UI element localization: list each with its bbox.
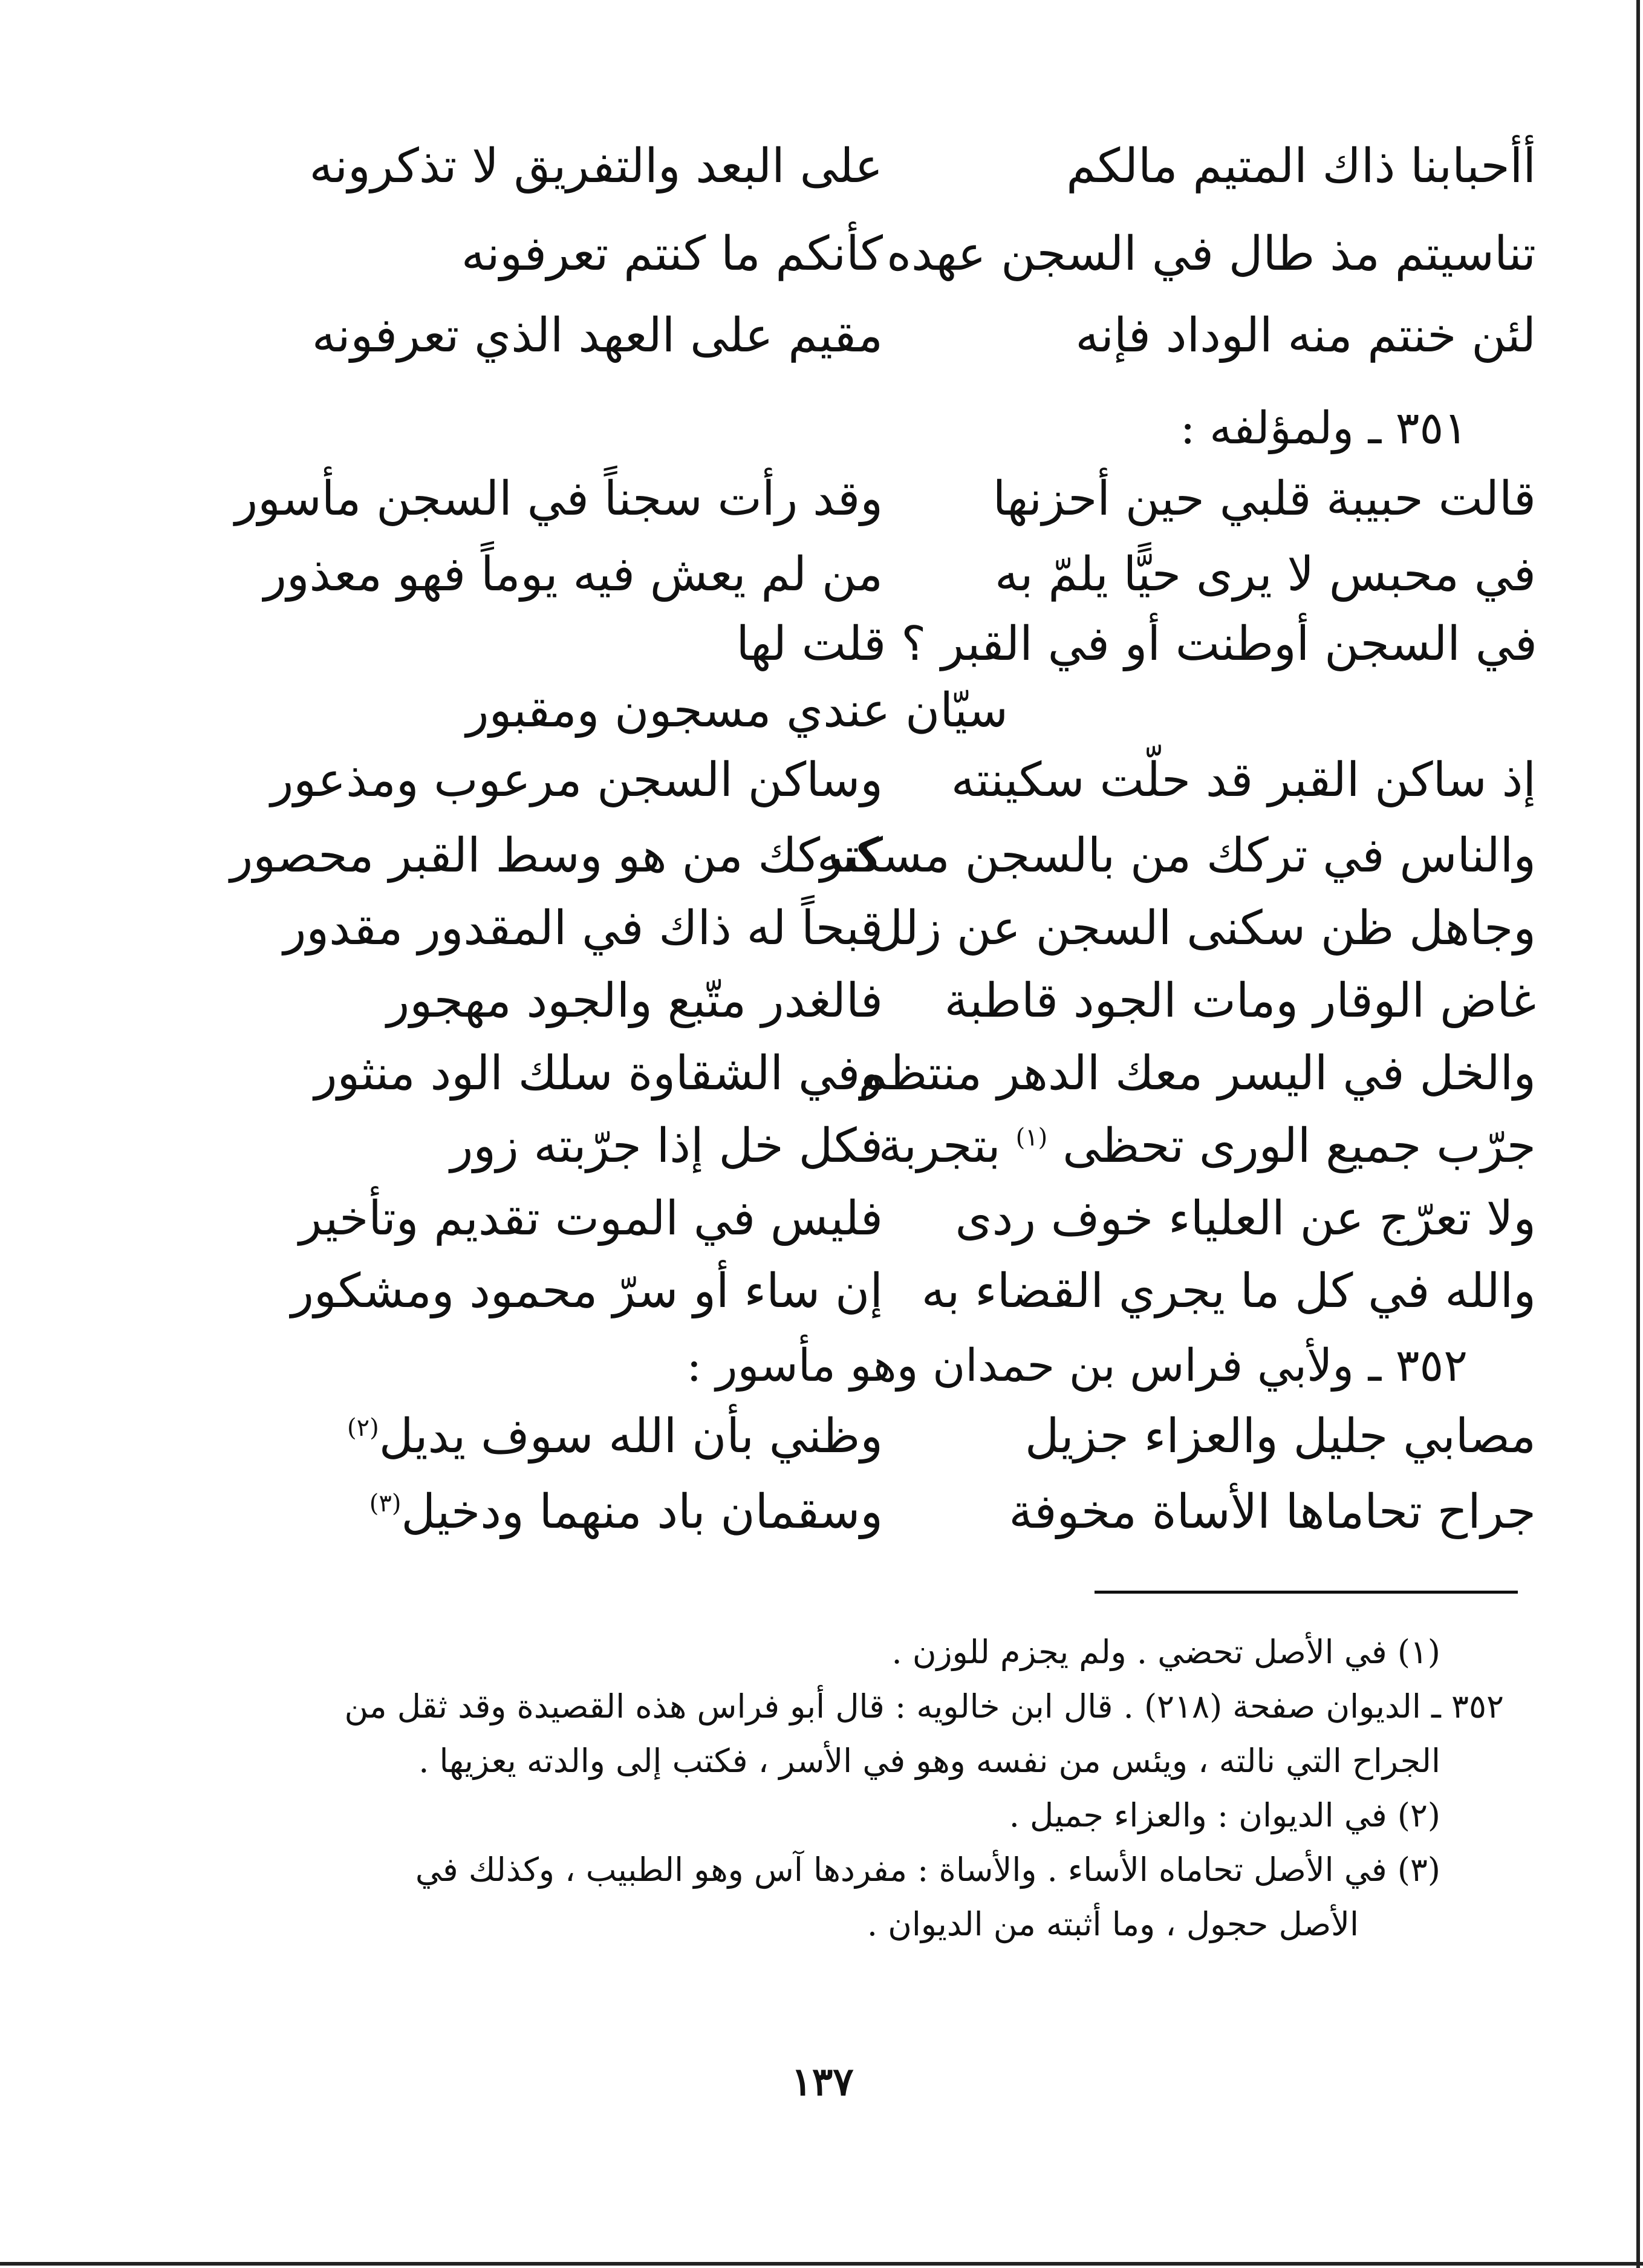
section-heading: ٣٥٢ ـ ولأبي فراس بن حمدان وهو مأسور : [686, 1340, 1468, 1392]
verse-second-hemistich: وساكن السجن مرعوب ومذعور [270, 753, 883, 807]
verse-line [266, 753, 1536, 807]
verse-first-hemistich [878, 1119, 1536, 1173]
section-heading: ٣٥١ ـ ولمؤلفه : [1180, 402, 1468, 454]
verse-text: وظني بأن الله سوف يديل [379, 1409, 883, 1464]
footnote: الأصل حجول ، وما أثبته من الديوان . [867, 1905, 1359, 1943]
verse-line [230, 829, 1536, 883]
scan-border-right [1636, 0, 1640, 2268]
verse-line [266, 1264, 1536, 1318]
verse-line [266, 1409, 1536, 1464]
verse-first-hemistich: إذ ساكن القبر قد حلّت سكينته [951, 753, 1536, 807]
verse-text: بتجربة [878, 1119, 1001, 1173]
verse-second-hemistich: وقد رأت سجناً في السجن مأسور [235, 472, 883, 526]
verse-second-hemistich: كتركك من هو وسط القبر محصور [230, 829, 883, 883]
verse-first-hemistich: وجاهل ظن سكنى السجن عن زلل [868, 901, 1536, 956]
scan-border-bottom [0, 2262, 1643, 2266]
footnote: الجراح التي نالته ، ويئس من نفسه وهو في الأسر ، فكتب إلى والدته يعزيها . [418, 1742, 1440, 1780]
footnote-separator [1095, 1591, 1518, 1594]
verse-second-hemistich: مقيم على العهد الذي تعرفونه [311, 308, 883, 363]
verse-line [266, 1485, 1536, 1539]
verse-first-hemistich: مصابي جليل والعزاء جزيل [1024, 1409, 1536, 1464]
verse-line [266, 139, 1536, 194]
verse-line [266, 1191, 1536, 1246]
verse-line [266, 974, 1536, 1028]
verse-second-hemistich: فكل خل إذا جرّبته زور [450, 1119, 883, 1173]
verse-first-hemistich: جراح تحاماها الأساة مخوفة [1009, 1485, 1536, 1539]
verse-first-hemistich: غاض الوقار ومات الجود قاطبة [944, 974, 1536, 1028]
verse-first-hemistich: والله في كل ما يجري القضاء به [921, 1264, 1536, 1318]
verse-line [235, 472, 1536, 526]
footnote-marker: (١) [1015, 1124, 1048, 1152]
verse-second-hemistich: فليس في الموت تقديم وتأخير [299, 1191, 883, 1246]
verse-text: جرّب جميع الورى تحظى [1062, 1119, 1536, 1173]
verse-second-hemistich: فالغدر متّبع والجود مهجور [386, 974, 883, 1028]
verse-line [266, 227, 1536, 281]
footnote: (٢) في الديوان : والعزاء جميل . [1009, 1796, 1440, 1834]
verse-single-line: سيّان عندي مسجون ومقبور [466, 683, 1008, 738]
verse-first-hemistich: قالت حبيبة قلبي حين أحزنها [992, 472, 1536, 526]
verse-second-hemistich: وفي الشقاوة سلك الود منثور [314, 1046, 883, 1101]
verse-second-hemistich [266, 1485, 883, 1539]
verse-second-hemistich: من لم يعش فيه يوماً فهو معذور [264, 547, 883, 602]
footnote: (١) في الأصل تحضي . ولم يجزم للوزن . [891, 1633, 1440, 1671]
verse-first-hemistich: ولا تعرّج عن العلياء خوف ردى [955, 1191, 1536, 1246]
verse-first-hemistich: أأحبابنا ذاك المتيم مالكم [1066, 139, 1536, 194]
verse-text: وسقمان باد منهما ودخيل [401, 1485, 883, 1539]
verse-second-hemistich: على البعد والتفريق لا تذكرونه [309, 139, 883, 194]
verse-line [266, 547, 1536, 602]
page-number: ١٣٧ [791, 2059, 854, 2105]
verse-first-hemistich: لئن خنتم منه الوداد فإنه [1075, 308, 1536, 363]
verse-line [266, 1046, 1536, 1101]
verse-second-hemistich: إن ساء أو سرّ محمود ومشكور [291, 1264, 883, 1318]
footnote-marker: (٢) [347, 1414, 379, 1442]
verse-line [266, 1119, 1536, 1173]
footnote: ٣٥٢ ـ الديوان صفحة (٢١٨) . قال ابن خالويه : قال أبو فراس هذه القصيدة وقد ثقل من [344, 1687, 1504, 1725]
footnote: (٣) في الأصل تحاماه الأساء . والأساة : مفردها آس وهو الطبيب ، وكذلك في [415, 1851, 1440, 1889]
verse-first-hemistich: تناسيتم مذ طال في السجن عهده [887, 227, 1536, 281]
verse-first-hemistich: والخل في اليسر معك الدهر منتظم [858, 1046, 1536, 1101]
verse-line [266, 308, 1536, 363]
verse-first-hemistich: في محبس لا يرى حيًّا يلمّ به [995, 547, 1536, 602]
verse-single-line: في السجن أوطنت أو في القبر ؟ قلت لها [736, 617, 1537, 671]
verse-second-hemistich [266, 1409, 883, 1464]
verse-line [266, 901, 1536, 956]
verse-second-hemistich: قبحاً له ذاك في المقدور مقدور [283, 901, 883, 956]
footnote-marker: (٣) [369, 1490, 402, 1517]
verse-first-hemistich: والناس في تركك من بالسجن مسكنه [816, 829, 1536, 883]
verse-second-hemistich: كأنكم ما كنتم تعرفونه [461, 227, 883, 281]
